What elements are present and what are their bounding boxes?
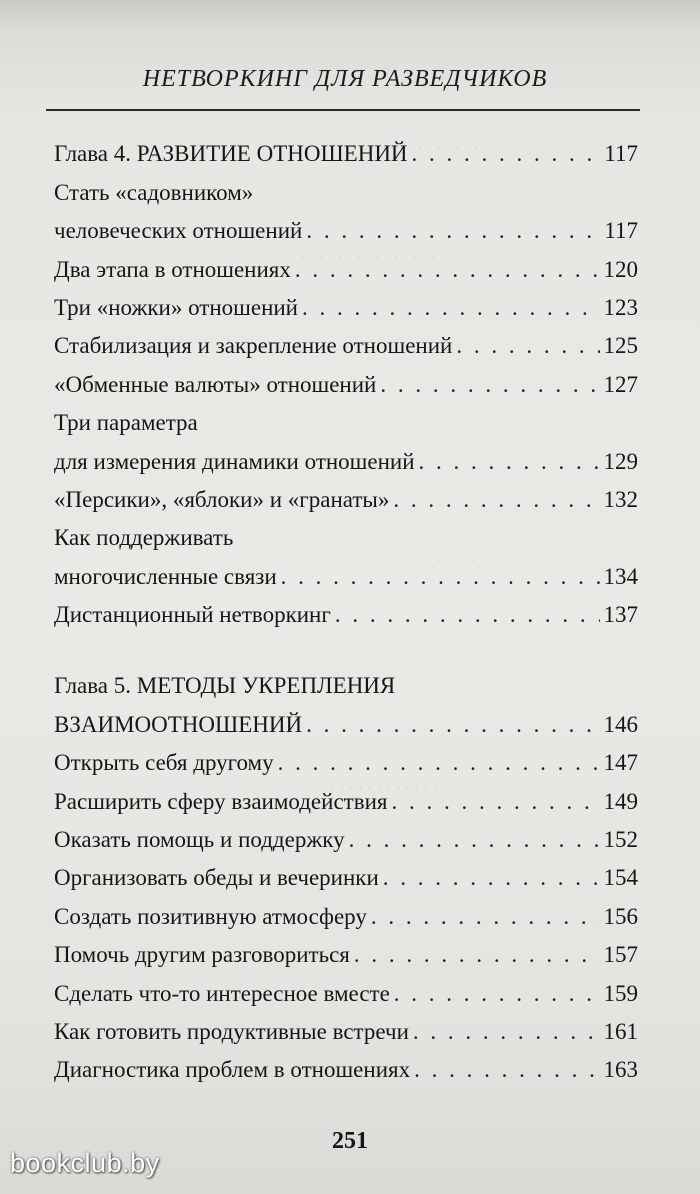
toc-entry-title: Создать позитивную атмосферу: [54, 903, 367, 929]
toc-entry-title: Сделать что-то интересное вместе: [54, 980, 390, 1006]
dot-leader: [391, 788, 599, 816]
toc-entry-page: 159: [603, 980, 638, 1006]
dot-leader: [281, 563, 600, 591]
toc-entry-page: 157: [603, 942, 638, 968]
toc-entry: [54, 892, 638, 930]
toc-entry-page: 134: [603, 563, 638, 589]
toc-entry: [54, 854, 638, 892]
show-through-text: · · · · · · · · ·: [430, 560, 510, 577]
toc-entry: [54, 245, 638, 283]
toc-entry-title: Как готовить продуктивные встречи: [54, 1018, 409, 1044]
toc-entry-page: 146: [603, 711, 638, 737]
toc-entry-page: 154: [603, 865, 638, 891]
toc-entry-title: Два этапа в отношениях: [54, 256, 291, 282]
toc-entry-title: для измерения динамики отношений: [54, 448, 415, 474]
toc-entry-title: Помочь другим разговориться: [54, 942, 350, 968]
show-through-text: · · · · · · · · · · ·: [380, 140, 479, 157]
toc-entry: [54, 552, 638, 590]
toc-entry-page: 129: [603, 448, 638, 474]
toc-entry-page: 161: [603, 1018, 638, 1044]
toc-entry-title: Три параметра: [54, 410, 198, 436]
watermark-logo: bookclub.by: [10, 1148, 160, 1178]
toc-entry: [54, 777, 638, 815]
toc-entry: [54, 591, 638, 629]
toc-entry: [54, 514, 638, 552]
toc-entry: [54, 931, 638, 969]
toc-entry: [54, 322, 638, 360]
dot-leader: [335, 601, 600, 629]
toc-entry: [54, 399, 638, 437]
toc-entry: [54, 476, 638, 514]
toc-entry-page: 117: [604, 218, 638, 244]
toc-entry-title: человеческих отношений: [54, 218, 303, 244]
toc-entry: [54, 1046, 638, 1084]
dot-leader: [306, 711, 599, 739]
toc-entry: [54, 816, 638, 854]
toc-entry-title: Глава 4. РАЗВИТИЕ ОТНОШЕНИЙ: [54, 141, 408, 167]
toc-entry-title: Дистанционный нетворкинг: [54, 602, 331, 628]
dot-leader: [306, 217, 600, 245]
toc-entry-page: 125: [603, 333, 638, 359]
toc-entry-page: 149: [603, 788, 638, 814]
dot-leader: [302, 294, 600, 322]
show-through-text: · · · · · · · · · · · · · · ·: [300, 250, 436, 267]
toc-entry-page: 127: [603, 371, 638, 397]
running-head: НЕТВОРКИНГ ДЛЯ РАЗВЕДЧИКОВ: [142, 66, 548, 92]
toc-entry-title: Диагностика проблем в отношениях: [54, 1057, 411, 1083]
dot-leader: [393, 486, 599, 514]
toc-entry-title: «Персики», «яблоки» и «гранаты»: [54, 486, 390, 512]
dot-leader: [383, 864, 600, 892]
dot-leader: [349, 826, 600, 854]
toc-entry-title: Три «ножки» отношений: [54, 294, 298, 320]
toc-entry-title: Организовать обеды и вечеринки: [54, 865, 379, 891]
table-of-contents: [54, 130, 638, 1084]
dot-leader: [295, 256, 600, 284]
toc-entry-page: 132: [603, 486, 638, 512]
show-through-text: · · · · · · · · · · · ·: [330, 780, 438, 797]
toc-entry: [54, 168, 638, 206]
chapter-gap: [54, 629, 638, 662]
toc-entry-page: 120: [603, 256, 638, 282]
dot-leader: [371, 903, 600, 931]
toc-entry-page: 123: [603, 294, 638, 320]
toc-entry-title: Открыть себя другому: [54, 750, 274, 776]
toc-entry: [54, 207, 638, 245]
toc-entry: [54, 969, 638, 1007]
dot-leader: [394, 980, 600, 1008]
toc-entry: [54, 360, 638, 398]
toc-entry-page: 117: [604, 141, 638, 167]
toc-entry: [54, 1008, 638, 1046]
dot-leader: [414, 1056, 599, 1084]
toc-entry-title: многочисленные связи: [54, 563, 277, 589]
toc-entry-page: 163: [603, 1057, 638, 1083]
toc-entry: [54, 700, 638, 738]
toc-entry-title: Глава 5. МЕТОДЫ УКРЕПЛЕНИЯ: [54, 673, 396, 699]
dot-leader: [380, 371, 599, 399]
dot-leader: [456, 332, 599, 360]
toc-entry-title: Стать «садовником»: [54, 179, 254, 205]
toc-entry-page: 147: [603, 750, 638, 776]
toc-entry: [54, 437, 638, 475]
toc-entry-title: ВЗАИМООТНОШЕНИЙ: [54, 711, 303, 737]
toc-entry: [54, 739, 638, 777]
toc-entry-page: 152: [603, 827, 638, 853]
dot-leader: [419, 448, 600, 476]
toc-entry-title: Расширить сферу взаимодействия: [54, 788, 388, 814]
dot-leader: [278, 749, 600, 777]
toc-entry: [54, 130, 638, 168]
toc-entry-title: Оказать помощь и поддержку: [54, 827, 345, 853]
toc-entry-page: 156: [603, 903, 638, 929]
toc-entry: [54, 662, 638, 700]
header-rule: [46, 109, 640, 111]
dot-leader: [413, 1018, 600, 1046]
toc-entry-title: Как поддерживать: [54, 525, 234, 551]
page-number: 251: [332, 1128, 368, 1154]
toc-entry-page: 137: [603, 602, 638, 628]
toc-entry-title: «Обменные валюты» отношений: [54, 371, 377, 397]
toc-entry: [54, 284, 638, 322]
dot-leader: [354, 941, 600, 969]
toc-entry-title: Стабилизация и закрепление отношений: [54, 333, 453, 359]
dot-leader: [412, 140, 601, 168]
